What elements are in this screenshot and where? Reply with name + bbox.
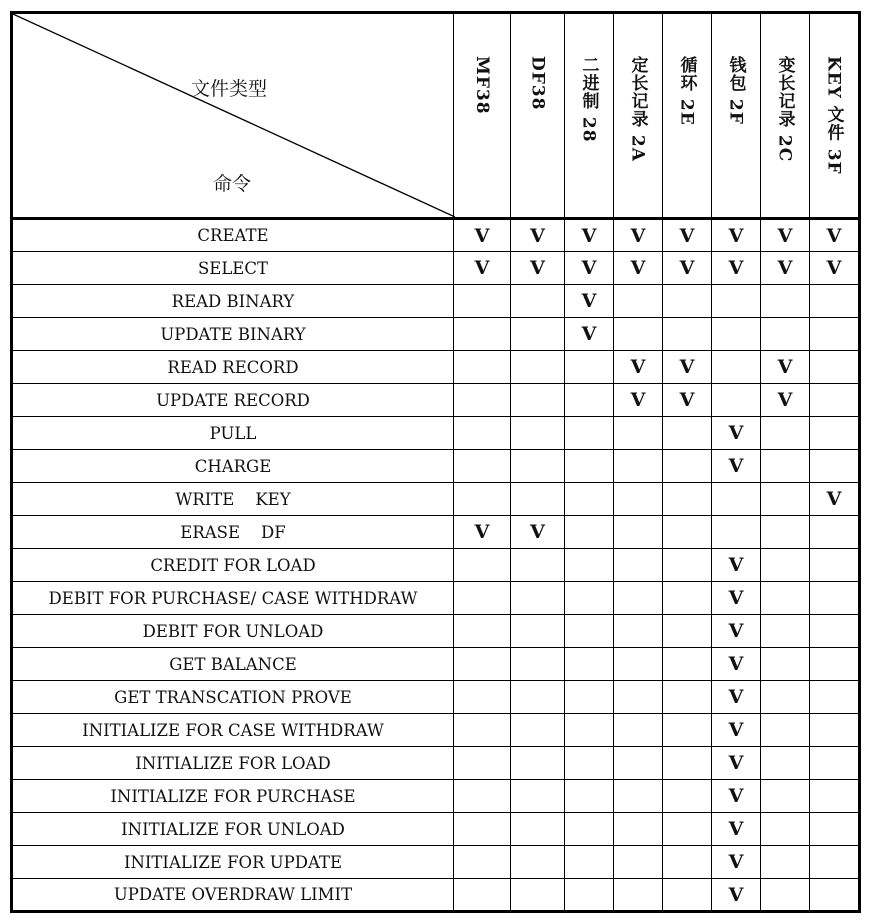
empty-cell: [511, 384, 565, 417]
table-row: [12, 747, 860, 780]
empty-cell: [565, 384, 614, 417]
empty-cell: [663, 417, 712, 450]
command-cell: INITIALIZE FOR LOAD: [12, 747, 454, 780]
empty-cell: [454, 879, 511, 912]
column-header-label: DF38: [527, 56, 548, 111]
empty-cell: [663, 780, 712, 813]
empty-cell: [663, 813, 712, 846]
empty-cell: [761, 417, 810, 450]
empty-cell: [454, 615, 511, 648]
check-mark-cell: V: [565, 285, 614, 318]
check-mark-cell: V: [761, 351, 810, 384]
empty-cell: [614, 648, 663, 681]
empty-cell: [565, 681, 614, 714]
command-cell: WRITE KEY: [12, 483, 454, 516]
column-header: [614, 13, 663, 219]
empty-cell: [761, 615, 810, 648]
table-row: [12, 615, 860, 648]
empty-cell: [454, 846, 511, 879]
column-header: [761, 13, 810, 219]
empty-cell: [810, 417, 860, 450]
empty-cell: [511, 582, 565, 615]
empty-cell: [454, 648, 511, 681]
empty-cell: [614, 318, 663, 351]
empty-cell: [712, 516, 761, 549]
empty-cell: [663, 516, 712, 549]
empty-cell: [761, 318, 810, 351]
empty-cell: [565, 846, 614, 879]
empty-cell: [614, 549, 663, 582]
check-mark-cell: V: [761, 219, 810, 252]
empty-cell: [565, 483, 614, 516]
table-row: [12, 714, 860, 747]
empty-cell: [511, 318, 565, 351]
empty-cell: [712, 384, 761, 417]
check-mark-cell: V: [614, 219, 663, 252]
check-mark-cell: V: [663, 219, 712, 252]
empty-cell: [712, 483, 761, 516]
table-row: [12, 252, 860, 285]
command-file-type-table: [10, 11, 861, 913]
table-row: [12, 879, 860, 912]
table-row: [12, 582, 860, 615]
empty-cell: [454, 483, 511, 516]
empty-cell: [810, 714, 860, 747]
check-mark-cell: V: [810, 252, 860, 285]
empty-cell: [565, 450, 614, 483]
command-cell: READ BINARY: [12, 285, 454, 318]
empty-cell: [614, 813, 663, 846]
command-cell: INITIALIZE FOR UNLOAD: [12, 813, 454, 846]
check-mark-cell: V: [712, 648, 761, 681]
empty-cell: [614, 516, 663, 549]
empty-cell: [614, 483, 663, 516]
empty-cell: [810, 351, 860, 384]
empty-cell: [614, 780, 663, 813]
empty-cell: [511, 648, 565, 681]
table-row: [12, 219, 860, 252]
command-cell: PULL: [12, 417, 454, 450]
empty-cell: [712, 351, 761, 384]
empty-cell: [761, 516, 810, 549]
empty-cell: [614, 879, 663, 912]
empty-cell: [565, 714, 614, 747]
check-mark-cell: V: [663, 384, 712, 417]
table-row: [12, 417, 860, 450]
check-mark-cell: V: [712, 813, 761, 846]
empty-cell: [511, 714, 565, 747]
check-mark-cell: V: [810, 483, 860, 516]
empty-cell: [565, 648, 614, 681]
table-row: [12, 780, 860, 813]
empty-cell: [565, 615, 614, 648]
empty-cell: [565, 582, 614, 615]
command-label: 命令: [213, 173, 252, 195]
table-row: [12, 813, 860, 846]
empty-cell: [761, 813, 810, 846]
check-mark-cell: V: [614, 351, 663, 384]
empty-cell: [761, 714, 810, 747]
empty-cell: [565, 879, 614, 912]
check-mark-cell: V: [511, 219, 565, 252]
empty-cell: [511, 450, 565, 483]
empty-cell: [663, 681, 712, 714]
check-mark-cell: V: [511, 516, 565, 549]
table-row: [12, 285, 860, 318]
check-mark-cell: V: [712, 714, 761, 747]
empty-cell: [454, 549, 511, 582]
check-mark-cell: V: [712, 879, 761, 912]
empty-cell: [614, 681, 663, 714]
command-cell: SELECT: [12, 252, 454, 285]
empty-cell: [663, 483, 712, 516]
empty-cell: [663, 615, 712, 648]
table-row: [12, 450, 860, 483]
check-mark-cell: V: [712, 450, 761, 483]
check-mark-cell: V: [663, 351, 712, 384]
empty-cell: [565, 813, 614, 846]
empty-cell: [663, 846, 712, 879]
column-header: [712, 13, 761, 219]
empty-cell: [454, 351, 511, 384]
header-row: [12, 13, 860, 219]
command-cell: UPDATE RECORD: [12, 384, 454, 417]
empty-cell: [663, 582, 712, 615]
column-header-label: 定长记录 2A: [627, 56, 648, 162]
check-mark-cell: V: [761, 252, 810, 285]
table-row: [12, 549, 860, 582]
column-header-label: 钱包 2F: [725, 56, 746, 125]
empty-cell: [761, 549, 810, 582]
command-cell: DEBIT FOR PURCHASE/ CASE WITHDRAW: [12, 582, 454, 615]
empty-cell: [761, 780, 810, 813]
empty-cell: [663, 318, 712, 351]
check-mark-cell: V: [565, 318, 614, 351]
empty-cell: [511, 747, 565, 780]
check-mark-cell: V: [454, 516, 511, 549]
empty-cell: [810, 549, 860, 582]
empty-cell: [511, 879, 565, 912]
empty-cell: [761, 483, 810, 516]
check-mark-cell: V: [663, 252, 712, 285]
table-row: [12, 681, 860, 714]
empty-cell: [761, 648, 810, 681]
empty-cell: [761, 879, 810, 912]
check-mark-cell: V: [712, 846, 761, 879]
check-mark-cell: V: [712, 219, 761, 252]
empty-cell: [454, 450, 511, 483]
column-header-label: 循环 2E: [676, 56, 697, 126]
command-cell: GET TRANSCATION PROVE: [12, 681, 454, 714]
table-row: [12, 351, 860, 384]
empty-cell: [712, 318, 761, 351]
empty-cell: [511, 813, 565, 846]
empty-cell: [761, 846, 810, 879]
command-cell: GET BALANCE: [12, 648, 454, 681]
command-cell: UPDATE BINARY: [12, 318, 454, 351]
table-row: [12, 516, 860, 549]
empty-cell: [565, 549, 614, 582]
command-cell: CREATE: [12, 219, 454, 252]
check-mark-cell: V: [712, 252, 761, 285]
empty-cell: [511, 483, 565, 516]
empty-cell: [810, 285, 860, 318]
column-header-label: MF38: [472, 56, 492, 115]
column-header-label: KEY 文件 3F: [823, 56, 844, 175]
column-header: [565, 13, 614, 219]
empty-cell: [663, 747, 712, 780]
check-mark-cell: V: [712, 681, 761, 714]
check-mark-cell: V: [712, 417, 761, 450]
column-header-label: 二进制 28: [578, 56, 599, 143]
empty-cell: [454, 747, 511, 780]
table-row: [12, 846, 860, 879]
empty-cell: [810, 582, 860, 615]
check-mark-cell: V: [761, 384, 810, 417]
check-mark-cell: V: [712, 747, 761, 780]
empty-cell: [454, 582, 511, 615]
column-header-label: 变长记录 2C: [774, 56, 795, 163]
empty-cell: [565, 747, 614, 780]
empty-cell: [614, 285, 663, 318]
empty-cell: [663, 450, 712, 483]
file-type-label: 文件类型: [191, 78, 268, 100]
empty-cell: [454, 318, 511, 351]
empty-cell: [565, 780, 614, 813]
empty-cell: [810, 780, 860, 813]
empty-cell: [810, 879, 860, 912]
empty-cell: [810, 615, 860, 648]
check-mark-cell: V: [511, 252, 565, 285]
empty-cell: [810, 384, 860, 417]
empty-cell: [614, 582, 663, 615]
empty-cell: [511, 780, 565, 813]
empty-cell: [810, 318, 860, 351]
empty-cell: [614, 615, 663, 648]
empty-cell: [614, 846, 663, 879]
check-mark-cell: V: [712, 615, 761, 648]
command-cell: INITIALIZE FOR PURCHASE: [12, 780, 454, 813]
empty-cell: [511, 417, 565, 450]
check-mark-cell: V: [712, 780, 761, 813]
table-row: [12, 483, 860, 516]
command-cell: INITIALIZE FOR UPDATE: [12, 846, 454, 879]
empty-cell: [614, 417, 663, 450]
column-header: [663, 13, 712, 219]
empty-cell: [810, 846, 860, 879]
empty-cell: [810, 450, 860, 483]
check-mark-cell: V: [565, 219, 614, 252]
empty-cell: [511, 351, 565, 384]
table-row: [12, 384, 860, 417]
empty-cell: [511, 285, 565, 318]
check-mark-cell: V: [454, 252, 511, 285]
empty-cell: [810, 648, 860, 681]
empty-cell: [663, 879, 712, 912]
empty-cell: [454, 384, 511, 417]
empty-cell: [454, 285, 511, 318]
empty-cell: [614, 747, 663, 780]
empty-cell: [511, 681, 565, 714]
empty-cell: [761, 582, 810, 615]
empty-cell: [511, 549, 565, 582]
command-cell: CREDIT FOR LOAD: [12, 549, 454, 582]
command-cell: ERASE DF: [12, 516, 454, 549]
column-header: [511, 13, 565, 219]
empty-cell: [565, 417, 614, 450]
empty-cell: [810, 813, 860, 846]
empty-cell: [454, 417, 511, 450]
empty-cell: [663, 648, 712, 681]
empty-cell: [565, 351, 614, 384]
empty-cell: [511, 846, 565, 879]
check-mark-cell: V: [614, 252, 663, 285]
empty-cell: [565, 516, 614, 549]
empty-cell: [810, 516, 860, 549]
command-cell: CHARGE: [12, 450, 454, 483]
empty-cell: [663, 285, 712, 318]
empty-cell: [511, 615, 565, 648]
empty-cell: [614, 714, 663, 747]
empty-cell: [614, 450, 663, 483]
check-mark-cell: V: [454, 219, 511, 252]
diagonal-header-cell: [12, 13, 454, 219]
empty-cell: [454, 813, 511, 846]
check-mark-cell: V: [712, 549, 761, 582]
empty-cell: [454, 681, 511, 714]
command-cell: DEBIT FOR UNLOAD: [12, 615, 454, 648]
command-cell: UPDATE OVERDRAW LIMIT: [12, 879, 454, 912]
column-header: [810, 13, 860, 219]
empty-cell: [761, 450, 810, 483]
command-cell: READ RECORD: [12, 351, 454, 384]
empty-cell: [761, 285, 810, 318]
empty-cell: [663, 714, 712, 747]
empty-cell: [454, 780, 511, 813]
table-row: [12, 318, 860, 351]
empty-cell: [810, 681, 860, 714]
check-mark-cell: V: [565, 252, 614, 285]
check-mark-cell: V: [712, 582, 761, 615]
check-mark-cell: V: [810, 219, 860, 252]
empty-cell: [761, 747, 810, 780]
empty-cell: [761, 681, 810, 714]
empty-cell: [663, 549, 712, 582]
check-mark-cell: V: [614, 384, 663, 417]
empty-cell: [810, 747, 860, 780]
command-cell: INITIALIZE FOR CASE WITHDRAW: [12, 714, 454, 747]
empty-cell: [712, 285, 761, 318]
empty-cell: [454, 714, 511, 747]
table-row: [12, 648, 860, 681]
column-header: [454, 13, 511, 219]
